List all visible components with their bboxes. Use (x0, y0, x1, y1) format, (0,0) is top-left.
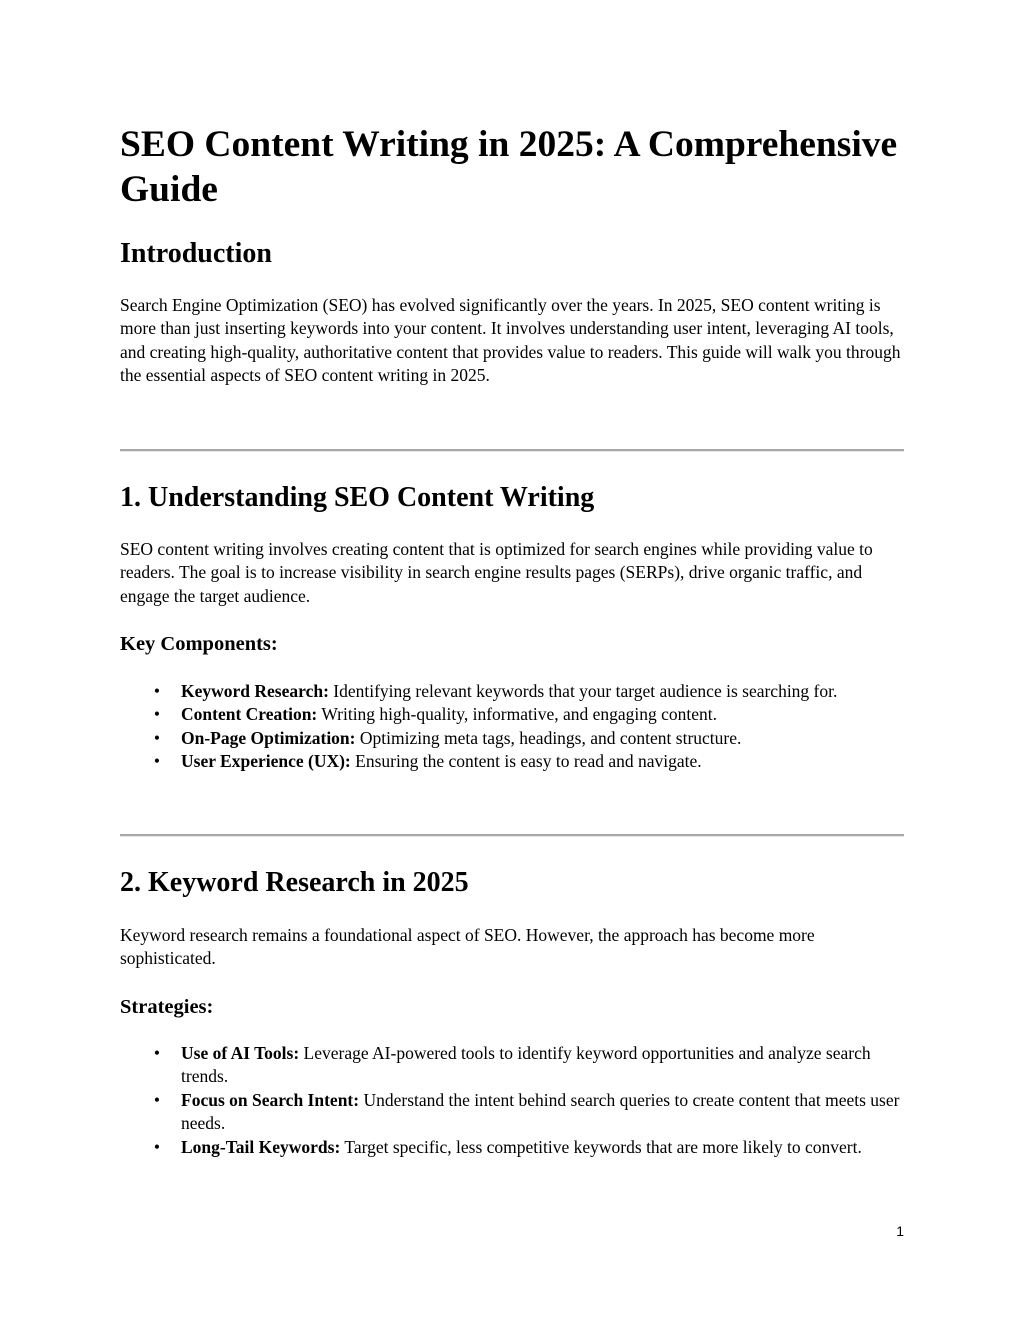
section-1-heading: 1. Understanding SEO Content Writing (120, 482, 595, 513)
list-item-term: Focus on Search Intent: (181, 1089, 360, 1110)
list-item-text: Understand the intent behind search queries to create content that meets user needs. (181, 1089, 900, 1134)
list-item-text: Leverage AI-powered tools to identify keyword opportunities and analyze search trends. (181, 1043, 871, 1087)
key-components-heading: Key Components: (120, 633, 278, 655)
list-item-text: Ensuring the content is easy to read and navigate. (350, 751, 702, 772)
introduction-heading: Introduction (120, 238, 272, 269)
list-item (120, 1136, 904, 1159)
list-item (120, 1042, 904, 1089)
list-item-term: Keyword Research: (181, 681, 329, 701)
bullet-icon: • (153, 1136, 161, 1157)
list-item (120, 680, 904, 703)
list-item (120, 1089, 904, 1136)
list-item (120, 750, 904, 773)
list-item-term: Use of AI Tools: (181, 1043, 300, 1063)
list-item (120, 703, 904, 726)
list-item-term: On-Page Optimization: (181, 727, 356, 748)
list-item-text: Optimizing meta tags, headings, and content structure. (355, 727, 742, 748)
section-1-paragraph: SEO content writing involves creating content that is optimized for search engines while providing value to readers. The goal is to increase visibility in search engine results pages (SERPs), drive organic traffic, and engage the target audience. (120, 539, 873, 606)
list-item-text: Target specific, less competitive keywords that are more likely to convert. (340, 1136, 862, 1157)
strategies-list (120, 1042, 904, 1159)
section-2-heading: 2. Keyword Research in 2025 (120, 867, 469, 898)
bullet-icon: • (153, 681, 161, 701)
list-item-text: Writing high-quality, informative, and engaging content. (317, 704, 718, 725)
section-2-paragraph: Keyword research remains a foundational aspect of SEO. However, the approach has become more sophisticated. (120, 925, 815, 969)
list-item-term: Long-Tail Keywords: (181, 1136, 341, 1157)
strategies-heading: Strategies: (120, 996, 214, 1018)
introduction-paragraph: Search Engine Optimization (SEO) has evolved significantly over the years. In 2025, SEO content writing is more than just inserting keywords into your content. It involves understanding user intent, leveraging AI tools, and creating high-quality, authoritative content that provides value to readers. This guide will walk you through the essential aspects of SEO content writing in 2025. (120, 295, 901, 386)
list-item-text: Identifying relevant keywords that your target audience is searching for. (328, 681, 838, 701)
key-components-list (120, 680, 904, 774)
section-divider (120, 449, 904, 452)
bullet-icon: • (153, 1043, 161, 1063)
bullet-icon: • (153, 727, 161, 748)
list-item-term: Content Creation: (181, 704, 318, 725)
document-page (120, 0, 904, 1325)
bullet-icon: • (153, 1089, 161, 1110)
page-number: 1 (896, 1223, 904, 1239)
bullet-icon: • (153, 751, 161, 772)
document-title: SEO Content Writing in 2025: A Comprehensive Guide (120, 124, 898, 210)
bullet-icon: • (153, 704, 161, 725)
section-divider (120, 834, 904, 837)
list-item-term: User Experience (UX): (181, 751, 351, 772)
list-item (120, 727, 904, 750)
